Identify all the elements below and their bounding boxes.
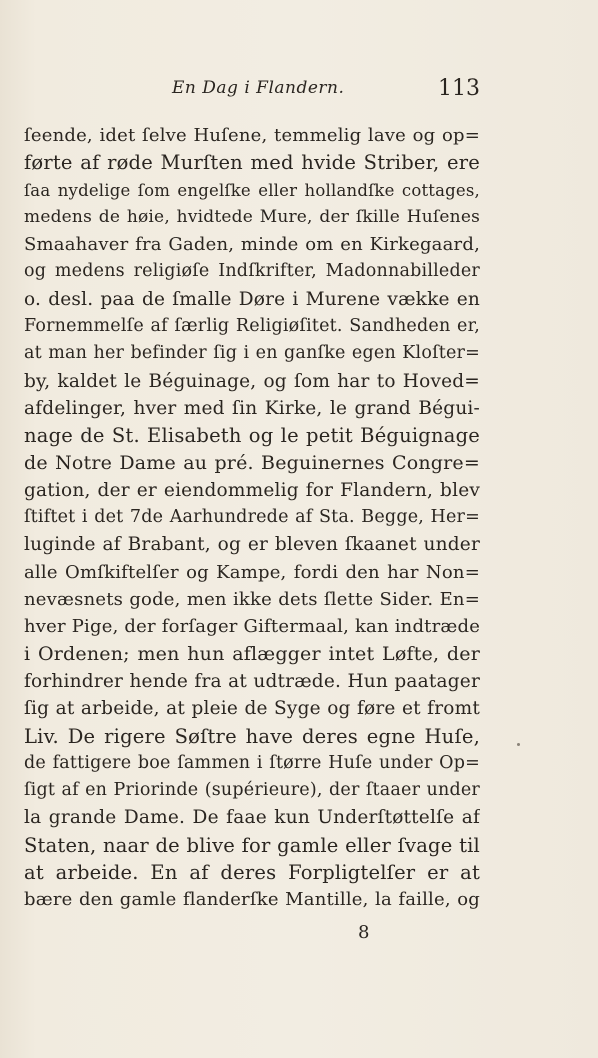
text-line: Fornemmelſe af ſærlig Religiøſitet. Sandheden er, (24, 316, 480, 337)
text-line: Smaahaver fra Gaden, minde om en Kirkegaard, (24, 234, 480, 256)
running-head: En Dag i Flandern. (172, 78, 345, 98)
text-line: og medens religiøſe Indſkrifter, Madonnabilleder (24, 261, 480, 282)
text-line: Staten, naar de blive for gamle eller ſvage til (24, 833, 480, 857)
text-line: la grande Dame. De faae kun Underſtøttelſe af (24, 807, 480, 829)
text-line: gation, der er eiendommelig for Flandern, blev (24, 479, 480, 501)
text-line: førte af røde Murſten med hvide Striber, ere (24, 151, 480, 175)
signature-mark: 8 (358, 922, 370, 943)
body-text (24, 122, 480, 914)
text-line: Liv. De rigere Søſtre have deres egne Huſe, (24, 724, 480, 748)
page-number: 113 (438, 76, 480, 101)
text-line: nage de St. Elisabeth og le petit Béguignage (24, 424, 480, 448)
text-line: de Notre Dame au pré. Beguinernes Congre= (24, 451, 480, 474)
text-line: ſaa nydelige ſom engelſke eller hollandſke cottages, (24, 180, 480, 200)
text-line: at arbeide. En af deres Forpligtelſer er at (24, 861, 480, 885)
text-line: afdelinger, hver med ſin Kirke, le grand Bégui- (24, 397, 480, 419)
text-line: by, kaldet le Béguinage, og ſom har to Hoved= (24, 370, 480, 392)
text-line: i Ordenen; men hun aflægger intet Løfte, der (24, 642, 480, 665)
text-line: luginde af Brabant, og er bleven ſkaanet under (24, 534, 480, 556)
text-line: at man her befinder ſig i en ganſke egen Kloſter= (24, 343, 480, 364)
text-line: alle Omſkiftelſer og Kampe, fordi den har Non= (24, 561, 480, 583)
text-line: medens de høie, hvidtede Mure, der ſkille Huſenes (24, 206, 480, 227)
text-line: hver Pige, der forſager Giftermaal, kan indtræde (24, 616, 480, 638)
text-line: ſigt af en Priorinde (supérieure), der ſtaaer under (24, 780, 480, 801)
text-line: ſeende, idet ſelve Huſene, temmelig lave og op= (24, 125, 480, 146)
text-line: o. desl. paa de ſmalle Døre i Murene vække en (24, 288, 480, 310)
text-line: de fattigere boe ſammen i ſtørre Huſe under Op= (24, 752, 480, 773)
page-header (24, 74, 480, 108)
text-line: bære den gamle flanderſke Mantille, la faille, og (24, 889, 480, 911)
text-line: nevæsnets gode, men ikke dets ſlette Sider. En= (24, 589, 480, 611)
text-line: forhindrer hende fra at udtræde. Hun paatager (24, 670, 480, 692)
text-line: ſtiftet i det 7de Aarhundrede af Sta. Begge, Her= (24, 507, 480, 528)
text-line: ſig at arbeide, at pleie de Syge og føre et fromt (24, 698, 480, 720)
paper-speck (517, 743, 520, 746)
